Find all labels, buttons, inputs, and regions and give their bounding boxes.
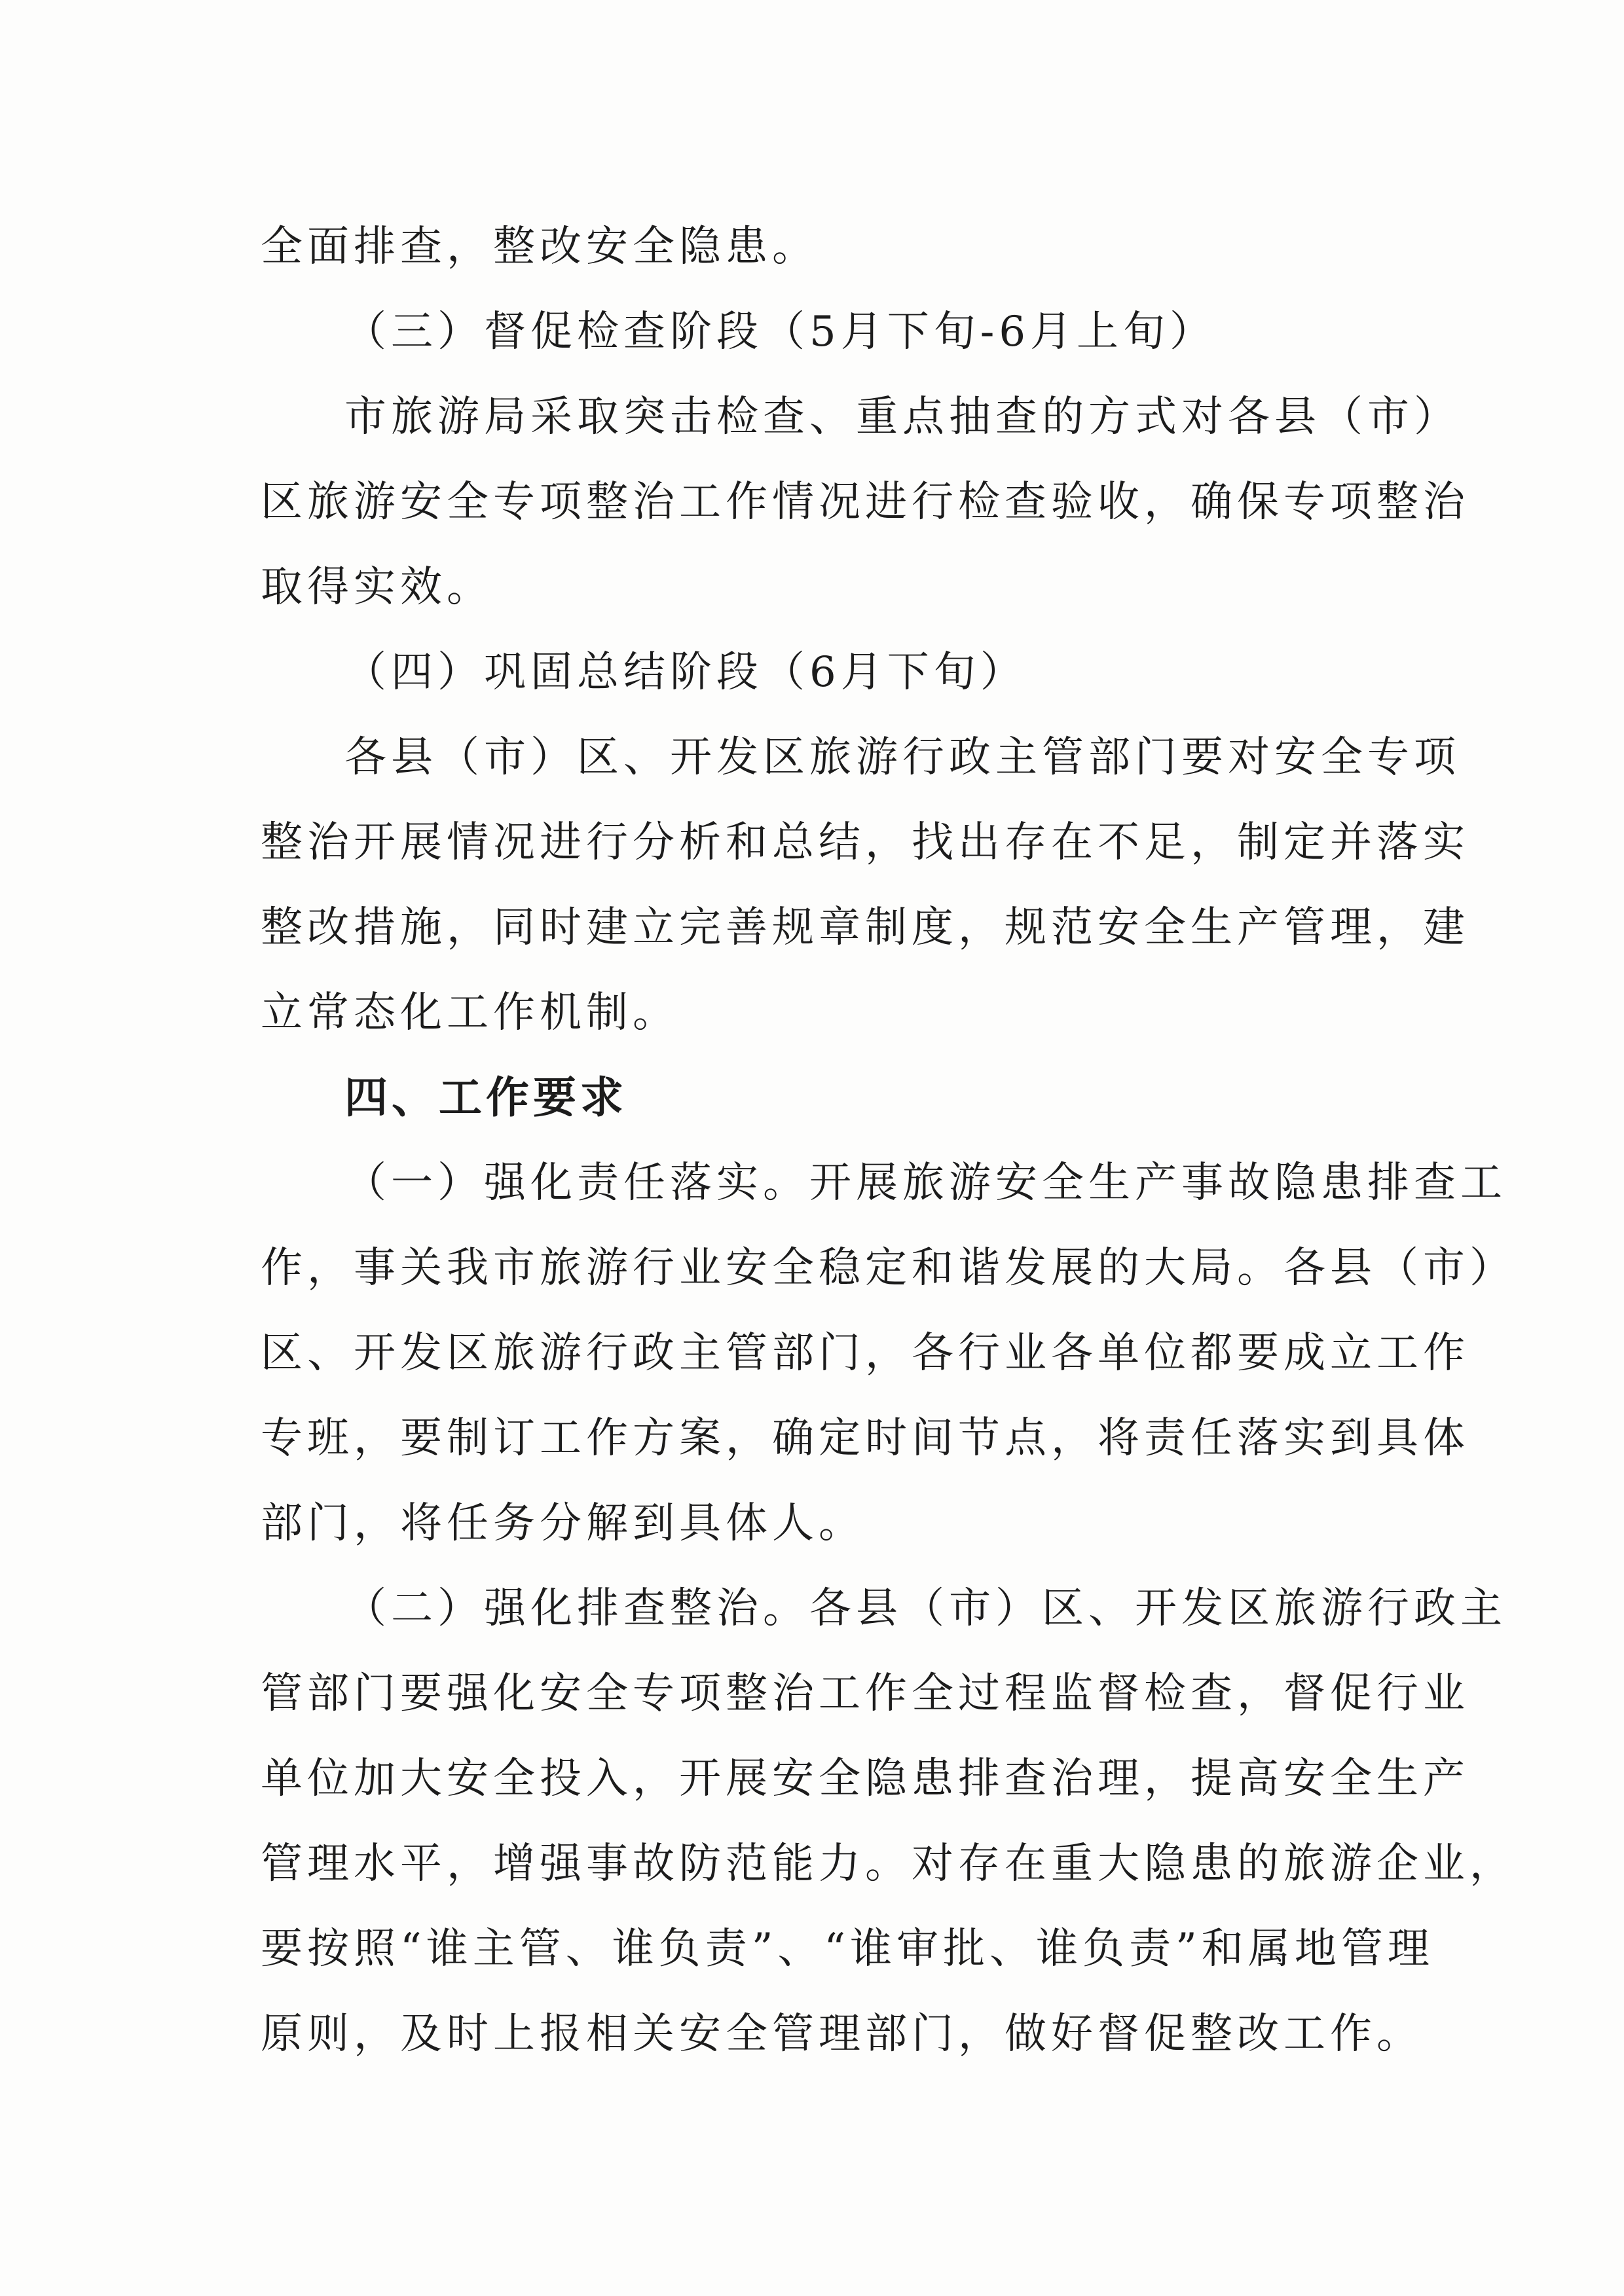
section-subheading: （三）督促检查阶段（5月下旬-6月上旬） <box>344 308 1217 356</box>
text-line: 区、开发区旅游行政主管部门，各行业各单位都要成立工作 <box>261 1329 1469 1377</box>
text-line: 要按照“谁主管、谁负责”、“谁审批、谁负责”和属地管理 <box>261 1925 1434 1973</box>
document-body <box>261 204 1516 2077</box>
text-line: 取得实效。 <box>261 563 493 611</box>
text-line: 管理水平，增强事故防范能力。对存在重大隐患的旅游企业， <box>261 1840 1516 1888</box>
text-line: 立常态化工作机制。 <box>261 989 679 1037</box>
section-subheading: （四）巩固总结阶段（6月下旬） <box>344 648 1027 697</box>
text-line: 全面排查，整改安全隐患。 <box>261 223 819 271</box>
text-line: 管部门要强化安全专项整治工作全过程监督检查，督促行业 <box>261 1669 1469 1718</box>
text-line: 区旅游安全专项整治工作情况进行检查验收，确保专项整治 <box>261 478 1469 526</box>
text-line: 专班，要制订工作方案，确定时间节点，将责任落实到具体 <box>261 1414 1469 1463</box>
text-line: （一）强化责任落实。开展旅游安全生产事故隐患排查工 <box>344 1159 1507 1207</box>
text-line: 整改措施，同时建立完善规章制度，规范安全生产管理，建 <box>261 903 1469 952</box>
text-line: 整治开展情况进行分析和总结，找出存在不足，制定并落实 <box>261 818 1469 867</box>
text-line: （二）强化排查整治。各县（市）区、开发区旅游行政主 <box>344 1584 1507 1633</box>
text-line: 部门，将任务分解到具体人。 <box>261 1499 865 1548</box>
text-line: 原则，及时上报相关安全管理部门，做好督促整改工作。 <box>261 2010 1423 2058</box>
text-line: 各县（市）区、开发区旅游行政主管部门要对安全专项 <box>344 733 1460 782</box>
section-heading: 四、工作要求 <box>344 1072 627 1123</box>
text-line: 单位加大安全投入，开展安全隐患排查治理，提高安全生产 <box>261 1755 1469 1803</box>
text-line: 作，事关我市旅游行业安全稳定和谐发展的大局。各县（市） <box>261 1244 1516 1292</box>
text-line: 市旅游局采取突击检查、重点抽查的方式对各县（市） <box>344 393 1460 441</box>
